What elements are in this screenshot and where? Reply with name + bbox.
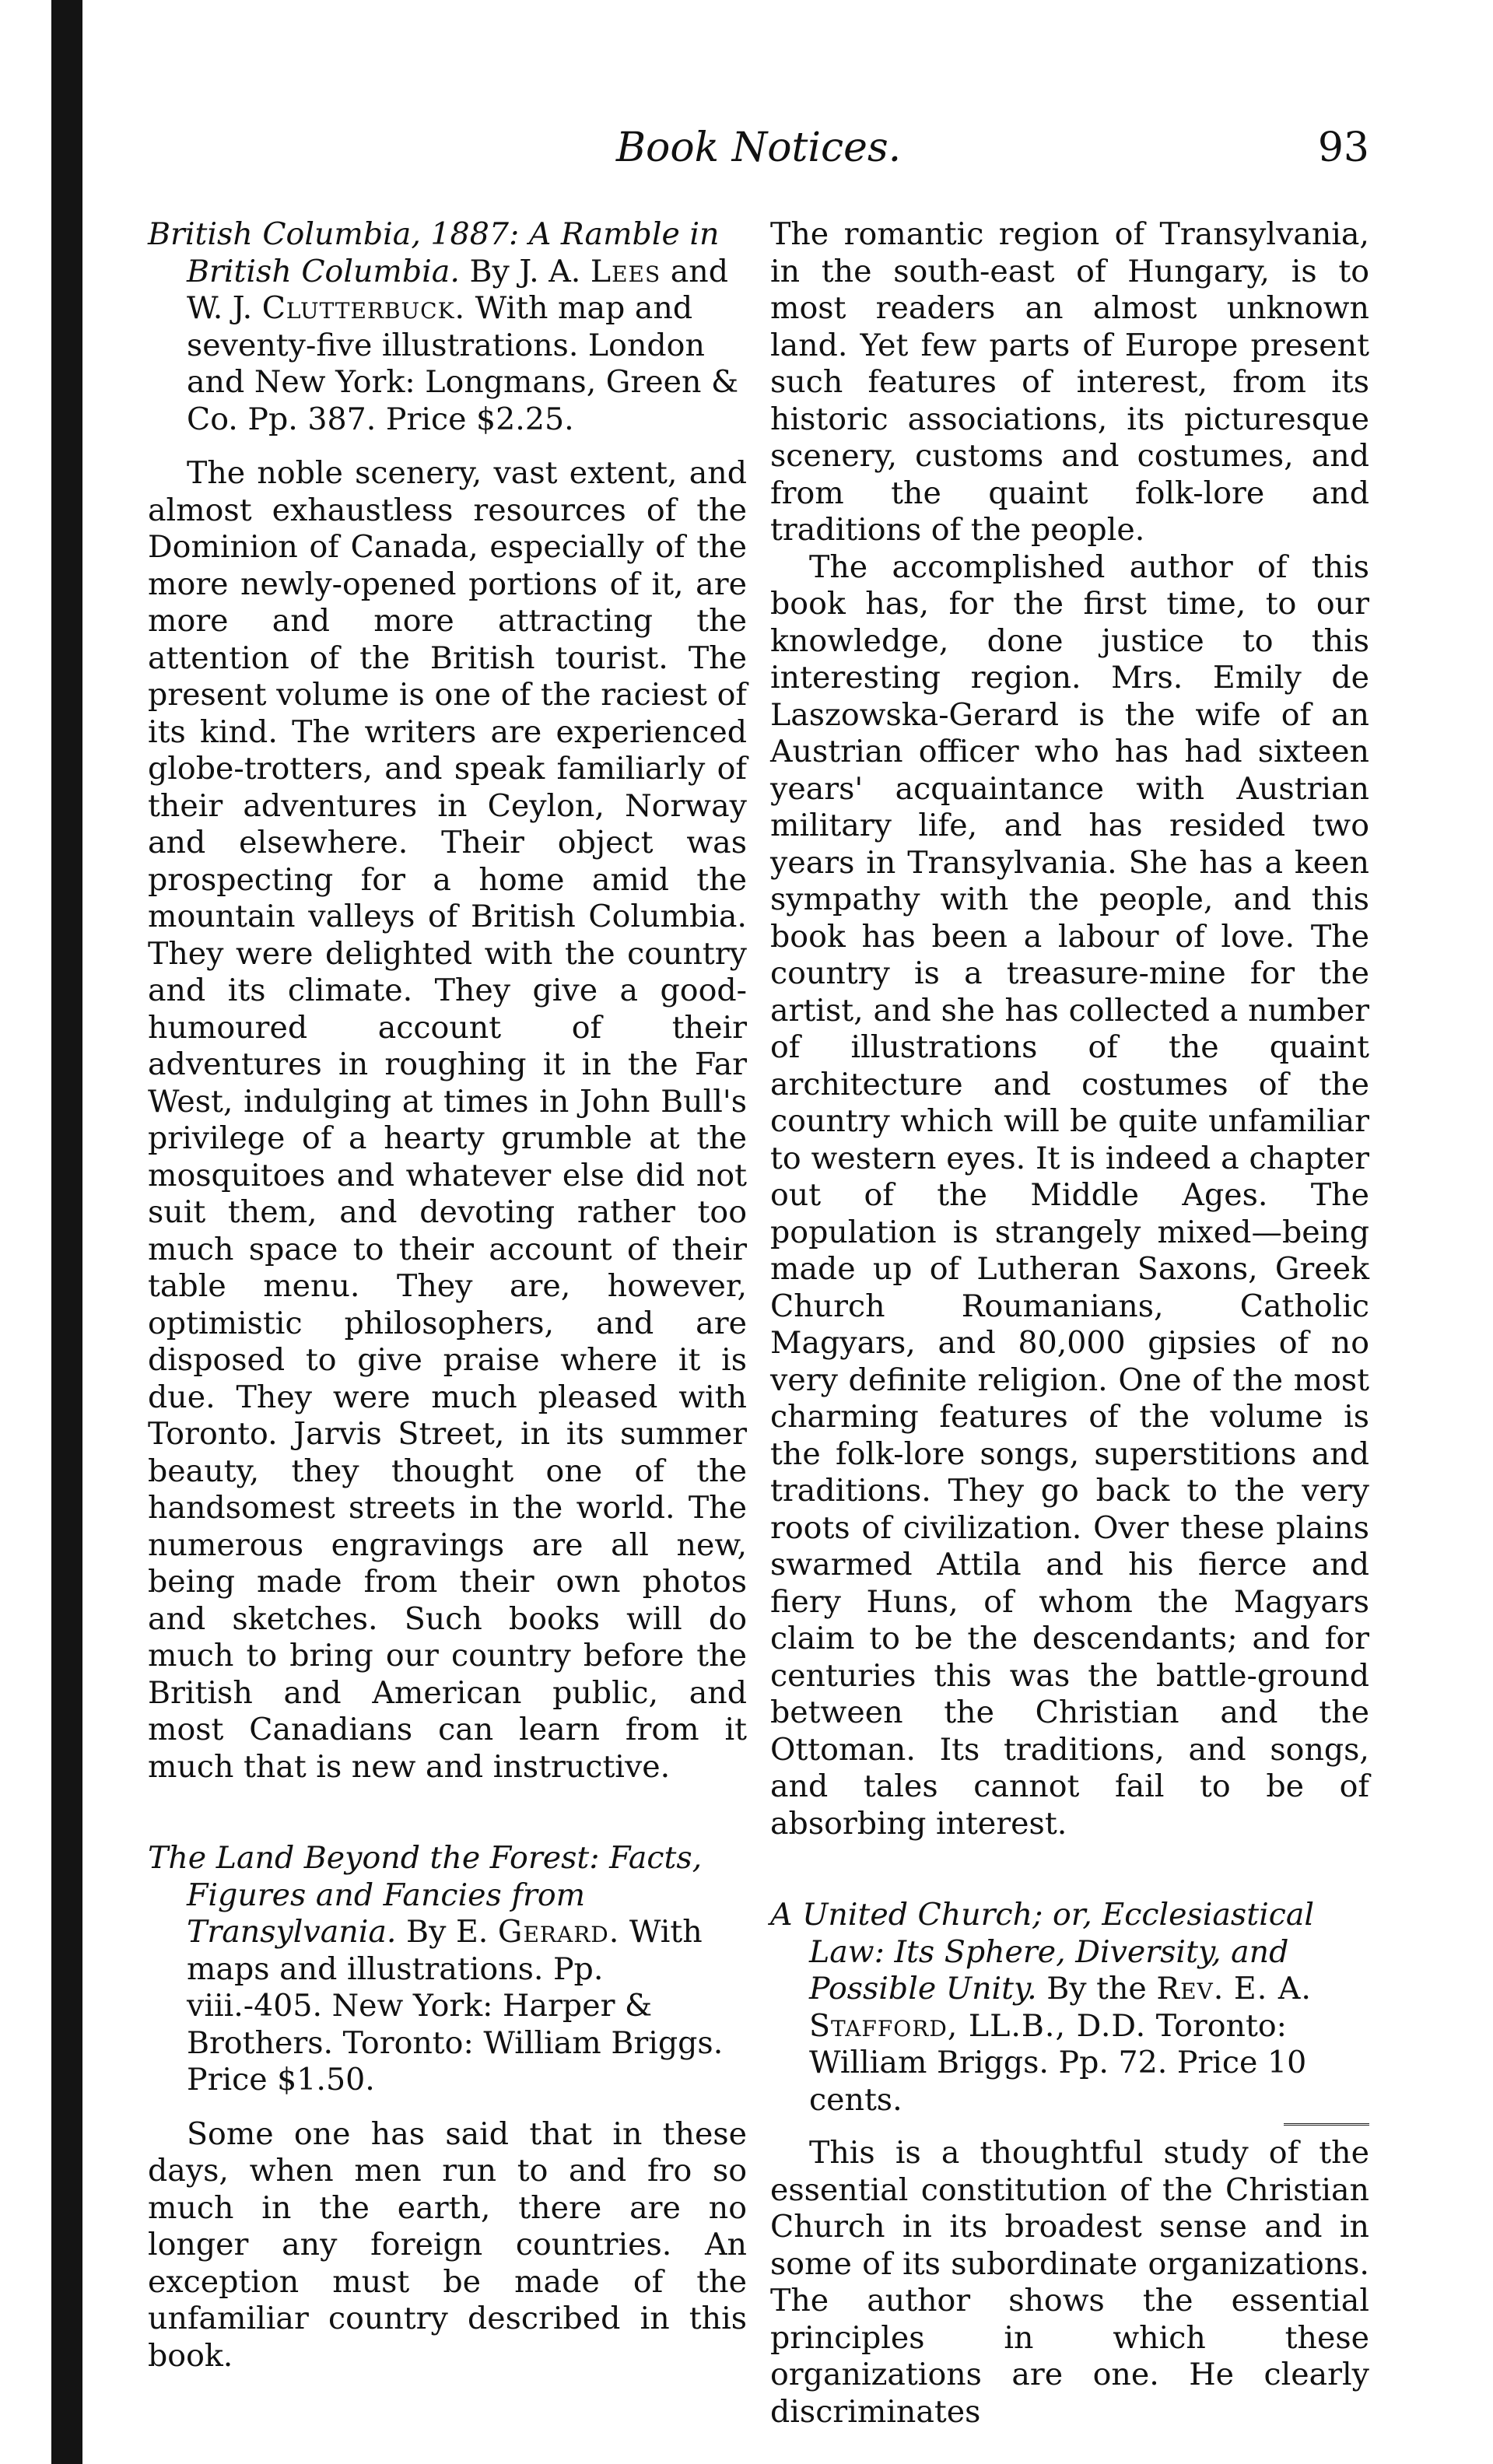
book-author: Lees [590,253,661,289]
book-title: The Land Beyond the Forest: Facts, Figures and Fancies from Transylvania. [148,1840,703,1950]
book-notice-land-beyond-forest [148,1840,747,2099]
review-paragraph: The accomplished author of this book has, for the first time, to our knowledge, done justice to this interesting region. Mrs. Emily de Laszowska-Gerard is the wife of an Austrian officer who has had sixteen years' acquaintance with Austrian military life, and has resided two years in Transylvania. She has a keen sympathy with the people, and this book has been a labour of love. The country is a treasure-mine for the artist, and she has collected a number of illustrations of the quaint architecture and costumes of the country which will be quite unfamiliar to western eyes. It is indeed a chapter out of the Middle Ages. The population is strangely mixed—being made up of Lutheran Saxons, Greek Church Roumanians, Catholic Magyars, and 80,000 gipsies of no very definite religion. One of the most charming features of the volume is the folk-lore songs, superstitions and traditions. They go back to the very roots of civilization. Over these plains swarmed Attila and his fierce and fiery Huns, of whom the Magyars claim to be the descendants; and for centuries this was the battle-ground between the Christian and the Ottoman. Its traditions, and songs, and tales cannot fail to be of absorbing interest. [770,549,1369,1842]
book-author: Gerard. [497,1914,620,1950]
review-paragraph: The noble scenery, vast extent, and almost exhaustless resources of the Dominion of Canada, especially of the more newly-opened portions of it, are more and more attracting the attention of the British tourist. The present volume is one of the raciest of its kind. The writers are experienced globe-trotters, and speak familiarly of their adventures in Ceylon, Norway and elsewhere. Their object was prospecting for a home amid the mountain valleys of British Columbia. They were delighted with the country and its climate. They give a good-humoured account of their adventures in roughing it in the Far West, indulging at times in John Bull's privilege of a hearty grumble at the mosquitoes and whatever else did not suit them, and devoting rather too much space to their account of their table menu. They are, however, optimistic philosophers, and are disposed to give praise where it is due. They were much pleased with Toronto. Jarvis Street, in its summer beauty, they thought one of the handsomest streets in the world. The numerous engravings are all new, being made from their own photos and sketches. Such books will do much to bring our country before the British and American public, and most Canadians can learn from it much that is new and instructive. [148,455,747,1785]
book-author: E. A. Stafford, LL.B., D.D. [809,1971,1312,2044]
book-by: By E. [406,1914,489,1950]
book-by: By the [1046,1971,1147,2007]
review-paragraph: Some one has said that in these days, when men run to and fro so much in the earth, there are no longer any foreign countries. An exception must be made of the unfamiliar country described in this book. [148,2115,747,2374]
book-by: By J. A. [469,253,581,289]
book-author: Clutterbuck. [261,290,466,326]
book-and: and W. J. [187,253,729,326]
book-notice-british-columbia [148,216,747,438]
scan-margin-bar [51,0,82,2464]
book-notice-united-church [770,1897,1369,2119]
page-number: 93 [1317,124,1369,171]
left-column [148,216,747,2375]
book-details: Toronto: William Briggs. Pp. 72. Price 10 cents. [809,2007,1307,2118]
running-title: Book Notices. [615,124,902,171]
right-column [770,216,1369,2431]
section-divider [1284,2123,1369,2126]
book-title: British Columbia, 1887: A Ramble in British Columbia. [148,216,720,289]
book-title: A United Church; or, Ecclesiastical Law: Its Sphere, Diversity, and Possible Unity. [770,1897,1315,2007]
review-paragraph: This is a thoughtful study of the essential constitution of the Christian Church in its broadest sense and in some of its subordinate organizations. The author shows the essential principles in which these organizations are one. He clearly discriminates [770,2135,1369,2430]
book-details: With map and seventy-five illustrations. London and New York: Longmans, Green & Co. Pp. 387. Price $2.25. [187,290,739,437]
review-paragraph: The romantic region of Transylvania, in the south-east of Hungary, is to most readers an almost unknown land. Yet few parts of Europe present such features of interest, from its historic associations, its picturesque scenery, customs and costumes, and from the quaint folk-lore and traditions of the people. [770,216,1369,548]
book-author-title: Rev. [1156,1971,1225,2007]
page-header [148,124,1369,179]
book-details: With maps and illustrations. Pp. viii.-405. New York: Harper & Brothers. Toronto: William Briggs. Price $1.50. [187,1914,724,2098]
